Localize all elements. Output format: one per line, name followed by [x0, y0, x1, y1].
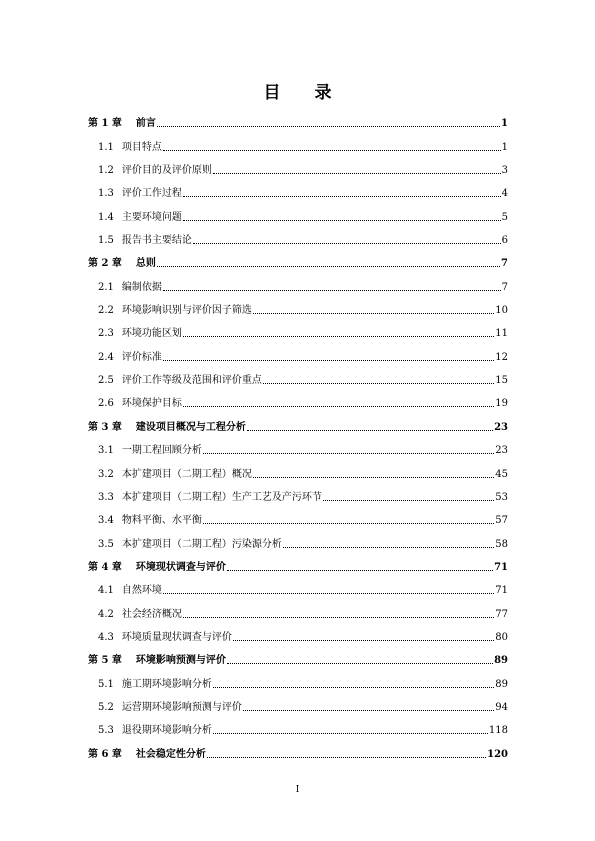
toc-entry-number: 第 5 章 [88, 655, 122, 667]
toc-dot-leader [183, 336, 494, 337]
toc-entry-page: 71 [495, 585, 508, 597]
toc-entry-page: 3 [501, 165, 508, 177]
toc-section-entry[interactable] [88, 597, 508, 620]
toc-entry-title: 编制依据 [121, 281, 162, 293]
toc-section-entry[interactable] [88, 130, 508, 153]
toc-entry-title: 本扩建项目（二期工程）概况 [121, 468, 252, 480]
toc-entry-title: 退役期环境影响分析 [121, 725, 212, 737]
toc-section-entry[interactable] [88, 621, 508, 644]
toc-entry-page: 1 [501, 141, 508, 153]
toc-entry-number: 1.1 [98, 141, 114, 153]
page-number: I [295, 785, 300, 795]
toc-entry-number: 第 2 章 [88, 258, 122, 270]
toc-entry-title: 评价工作等级及范围和评价重点 [121, 375, 262, 387]
toc-entry-page: 80 [495, 631, 508, 643]
toc-entry-page: 7 [501, 258, 508, 270]
toc-entry-number: 4.1 [98, 585, 114, 597]
toc-entry-title: 一期工程回顾分析 [121, 445, 202, 457]
toc-dot-leader [283, 547, 494, 548]
toc-entry-page: 5 [501, 211, 508, 223]
toc-entry-title: 评价工作过程 [121, 188, 182, 200]
toc-dot-leader [227, 663, 493, 664]
toc-entry-page: 58 [495, 538, 508, 550]
toc-entry-page: 45 [495, 468, 508, 480]
toc-entry-title: 社会经济概况 [121, 608, 182, 620]
toc-section-entry[interactable] [88, 177, 508, 200]
toc-entry-page: 57 [495, 515, 508, 527]
toc-dot-leader [163, 290, 501, 291]
toc-entry-number: 5.2 [98, 701, 114, 713]
toc-entry-number: 2.5 [98, 375, 114, 387]
toc-entry-page: 94 [495, 701, 508, 713]
toc-entry-number: 2.3 [98, 328, 114, 340]
toc-dot-leader [193, 243, 501, 244]
toc-entry-title: 环境保护目标 [121, 398, 182, 410]
toc-section-entry[interactable] [88, 574, 508, 597]
toc-dot-leader [227, 570, 493, 571]
toc-entry-title: 自然环境 [121, 585, 162, 597]
toc-entry-title: 环境质量现状调查与评价 [121, 631, 232, 643]
toc-chapter-entry[interactable] [88, 410, 508, 433]
toc-entry-title: 环境功能区划 [121, 328, 182, 340]
toc-dot-leader [183, 617, 494, 618]
toc-entry-number: 4.3 [98, 631, 114, 643]
toc-entry-number: 2.1 [98, 281, 114, 293]
toc-section-entry[interactable] [88, 294, 508, 317]
toc-entry-page: 6 [501, 235, 508, 247]
toc-section-entry[interactable] [88, 200, 508, 223]
toc-chapter-entry[interactable] [88, 551, 508, 574]
toc-entry-title: 本扩建项目（二期工程）生产工艺及产污环节 [121, 491, 322, 503]
toc-entry-number: 第 6 章 [88, 748, 122, 760]
toc-chapter-entry[interactable] [88, 737, 508, 760]
toc-entry-number: 第 1 章 [88, 118, 122, 130]
toc-entry-number: 3.4 [98, 515, 114, 527]
toc-entry-number: 2.6 [98, 398, 114, 410]
toc-entry-page: 23 [495, 445, 508, 457]
toc-dot-leader [203, 453, 494, 454]
toc-dot-leader [243, 710, 494, 711]
toc-section-entry[interactable] [88, 154, 508, 177]
toc-entry-title: 物料平衡、水平衡 [121, 515, 202, 527]
toc-section-entry[interactable] [88, 457, 508, 480]
toc-dot-leader [323, 500, 494, 501]
toc-dot-leader [183, 196, 501, 197]
toc-entry-number: 3.2 [98, 468, 114, 480]
toc-dot-leader [157, 126, 500, 127]
toc-entry-title: 总则 [135, 258, 156, 270]
toc-entry-page: 15 [495, 375, 508, 387]
toc-entry-title: 施工期环境影响分析 [121, 678, 212, 690]
toc-dot-leader [233, 640, 494, 641]
toc-entry-number: 第 4 章 [88, 561, 122, 573]
toc-chapter-entry[interactable] [88, 107, 508, 130]
toc-section-entry[interactable] [88, 481, 508, 504]
toc-entry-page: 4 [501, 188, 508, 200]
toc-section-entry[interactable] [88, 691, 508, 714]
toc-entry-title: 环境影响预测与评价 [135, 655, 226, 667]
toc-entry-number: 1.5 [98, 235, 114, 247]
toc-section-entry[interactable] [88, 527, 508, 550]
toc-section-entry[interactable] [88, 364, 508, 387]
toc-entry-title: 评价标准 [121, 351, 162, 363]
toc-dot-leader [157, 266, 500, 267]
toc-entry-title: 项目特点 [121, 141, 162, 153]
toc-dot-leader [213, 733, 488, 734]
toc-entry-page: 53 [495, 491, 508, 503]
toc-dot-leader [203, 523, 494, 524]
toc-chapter-entry[interactable] [88, 247, 508, 270]
toc-dot-leader [253, 477, 494, 478]
toc-dot-leader [207, 757, 486, 758]
toc-entry-number: 3.5 [98, 538, 114, 550]
toc-entry-title: 环境现状调查与评价 [135, 561, 226, 573]
toc-dot-leader [213, 173, 501, 174]
toc-dot-leader [247, 430, 493, 431]
toc-section-entry[interactable] [88, 434, 508, 457]
toc-entry-page: 11 [495, 328, 508, 340]
toc-dot-leader [213, 687, 494, 688]
toc-entry-title: 主要环境问题 [121, 211, 182, 223]
toc-dot-leader [163, 593, 494, 594]
toc-dot-leader [183, 406, 494, 407]
toc-entry-number: 2.4 [98, 351, 114, 363]
toc-entry-title: 评价目的及评价原则 [121, 165, 212, 177]
toc-dot-leader [253, 313, 494, 314]
toc-entry-title: 前言 [135, 118, 156, 130]
toc-entry-number: 1.2 [98, 165, 114, 177]
toc-entry-number: 第 3 章 [88, 421, 122, 433]
toc-entry-title: 本扩建项目（二期工程）污染源分析 [121, 538, 282, 550]
toc-entry-number: 5.3 [98, 725, 114, 737]
toc-entry-title: 建设项目概况与工程分析 [135, 421, 246, 433]
toc-section-entry[interactable] [88, 270, 508, 293]
toc-section-entry[interactable] [88, 224, 508, 247]
toc-entry-number: 3.3 [98, 491, 114, 503]
toc-dot-leader [163, 360, 494, 361]
toc-section-entry[interactable] [88, 340, 508, 363]
toc-entry-page: 12 [495, 351, 508, 363]
toc-entry-number: 4.2 [98, 608, 114, 620]
toc-dot-leader [183, 220, 501, 221]
toc-entry-number: 1.3 [98, 188, 114, 200]
toc-entry-title: 运营期环境影响预测与评价 [121, 701, 242, 713]
toc-entry-page: 77 [495, 608, 508, 620]
toc-entry-page: 89 [495, 678, 508, 690]
toc-entry-page: 23 [494, 421, 508, 433]
toc-entry-page: 1 [501, 118, 508, 130]
toc-entry-title: 环境影响识别与评价因子筛选 [121, 305, 252, 317]
toc-section-entry[interactable] [88, 714, 508, 737]
toc-entry-page: 19 [495, 398, 508, 410]
toc-entry-title: 社会稳定性分析 [135, 748, 206, 760]
toc-section-entry[interactable] [88, 504, 508, 527]
toc-section-entry[interactable] [88, 387, 508, 410]
table-of-contents [88, 107, 508, 761]
toc-entry-number: 3.1 [98, 445, 114, 457]
toc-entry-page: 120 [487, 748, 508, 760]
toc-entry-title: 报告书主要结论 [121, 235, 192, 247]
toc-entry-page: 71 [494, 561, 508, 573]
toc-entry-page: 7 [501, 281, 508, 293]
toc-entry-page: 89 [494, 655, 508, 667]
toc-section-entry[interactable] [88, 667, 508, 690]
toc-entry-page: 10 [495, 305, 508, 317]
toc-chapter-entry[interactable] [88, 644, 508, 667]
toc-entry-number: 2.2 [98, 305, 114, 317]
toc-dot-leader [263, 383, 494, 384]
toc-section-entry[interactable] [88, 317, 508, 340]
toc-entry-number: 5.1 [98, 678, 114, 690]
page-title: 目 录 [263, 83, 346, 103]
toc-entry-page: 118 [488, 725, 508, 737]
toc-dot-leader [163, 150, 501, 151]
toc-entry-number: 1.4 [98, 211, 114, 223]
